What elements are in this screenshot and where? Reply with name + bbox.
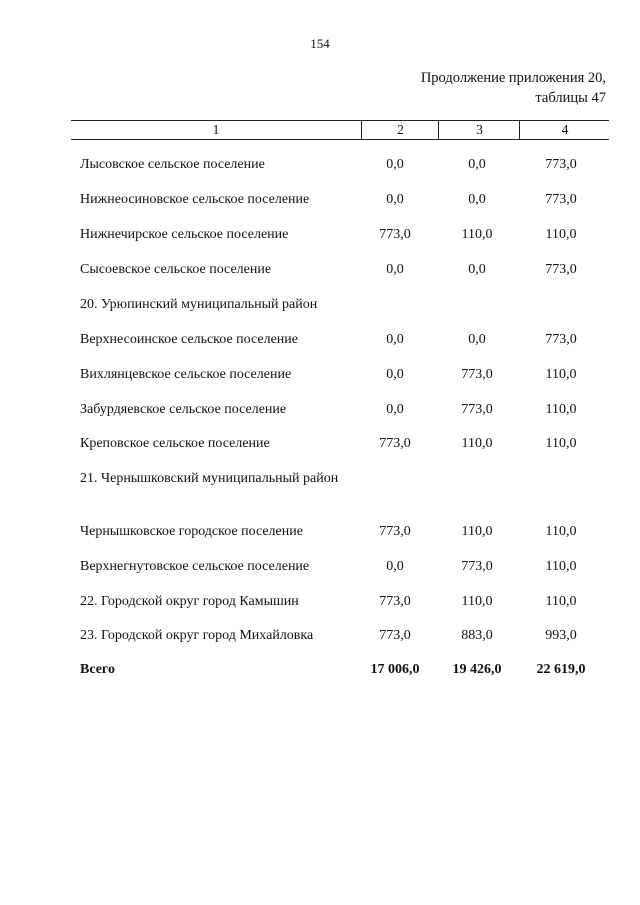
row-name: Верхнесоинское сельское поселение bbox=[80, 332, 298, 347]
row-value-col3: 0,0 bbox=[468, 262, 486, 277]
row-value-col4: 110,0 bbox=[545, 402, 577, 417]
row-name: Забурдяевское сельское поселение bbox=[80, 402, 287, 417]
row-value-col3: 0,0 bbox=[468, 192, 486, 207]
row-value-col4: 773,0 bbox=[545, 192, 577, 207]
row-value-col2: 773,0 bbox=[379, 524, 411, 539]
row-name: 23. Городской округ город Михайловка bbox=[80, 628, 314, 643]
row-value-col2: 0,0 bbox=[386, 192, 404, 207]
row-name: Вихлянцевское сельское поселение bbox=[80, 367, 292, 382]
row-name: Чернышковское городское поселение bbox=[80, 524, 303, 539]
row-value-col3: 110,0 bbox=[461, 524, 493, 539]
row-value-col2: 773,0 bbox=[379, 436, 411, 451]
row-value-col4: 110,0 bbox=[545, 227, 577, 242]
total-value-col4: 22 619,0 bbox=[536, 662, 586, 677]
row-value-col4: 110,0 bbox=[545, 524, 577, 539]
row-value-col3: 883,0 bbox=[461, 628, 493, 643]
row-value-col3: 0,0 bbox=[468, 332, 486, 347]
header-col-2: 2 bbox=[361, 121, 439, 139]
row-value-col3: 110,0 bbox=[461, 436, 493, 451]
continuation-line-1: Продолжение приложения 20, bbox=[420, 70, 606, 86]
row-value-col2: 773,0 bbox=[379, 227, 411, 242]
row-value-col2: 773,0 bbox=[379, 628, 411, 643]
row-value-col4: 110,0 bbox=[545, 367, 577, 382]
row-value-col4: 110,0 bbox=[545, 436, 577, 451]
row-value-col3: 773,0 bbox=[461, 367, 493, 382]
row-name: Нижнеосиновское сельское поселение bbox=[80, 192, 310, 207]
row-value-col3: 110,0 bbox=[461, 594, 493, 609]
row-value-col4: 110,0 bbox=[545, 594, 577, 609]
continuation-note bbox=[421, 68, 606, 108]
table-header bbox=[71, 120, 609, 140]
row-value-col2: 0,0 bbox=[386, 402, 404, 417]
row-value-col2: 773,0 bbox=[379, 594, 411, 609]
row-name: Верхнегнутовское сельское поселение bbox=[80, 559, 310, 574]
row-value-col2: 0,0 bbox=[386, 332, 404, 347]
row-value-col3: 773,0 bbox=[461, 402, 493, 417]
row-value-col4: 110,0 bbox=[545, 559, 577, 574]
page-number: 154 bbox=[310, 36, 330, 51]
row-value-col2: 0,0 bbox=[386, 367, 404, 382]
row-value-col4: 773,0 bbox=[545, 157, 577, 172]
row-value-col3: 773,0 bbox=[461, 559, 493, 574]
row-name: 22. Городской округ город Камышин bbox=[80, 594, 299, 609]
row-value-col2: 0,0 bbox=[386, 157, 404, 172]
row-value-col3: 0,0 bbox=[468, 157, 486, 172]
header-col-3: 3 bbox=[438, 121, 520, 139]
total-value-col3: 19 426,0 bbox=[452, 662, 502, 677]
row-name: Нижнечирское сельское поселение bbox=[80, 227, 289, 242]
header-col-4: 4 bbox=[519, 121, 610, 139]
row-value-col4: 773,0 bbox=[545, 262, 577, 277]
row-name: Лысовское сельское поселение bbox=[80, 157, 265, 172]
section-heading: 20. Урюпинский муниципальный район bbox=[80, 297, 318, 312]
row-value-col4: 993,0 bbox=[545, 628, 577, 643]
total-value-col2: 17 006,0 bbox=[370, 662, 420, 677]
section-heading: 21. Чернышковский муниципальный район bbox=[80, 471, 339, 486]
row-name: Сысоевское сельское поселение bbox=[80, 262, 272, 277]
total-label: Всего bbox=[80, 662, 115, 677]
row-value-col2: 0,0 bbox=[386, 262, 404, 277]
row-value-col3: 110,0 bbox=[461, 227, 493, 242]
header-col-1: 1 bbox=[212, 122, 220, 137]
continuation-line-2: таблицы 47 bbox=[535, 90, 606, 106]
row-value-col2: 0,0 bbox=[386, 559, 404, 574]
row-value-col4: 773,0 bbox=[545, 332, 577, 347]
row-name: Креповское сельское поселение bbox=[80, 436, 270, 451]
